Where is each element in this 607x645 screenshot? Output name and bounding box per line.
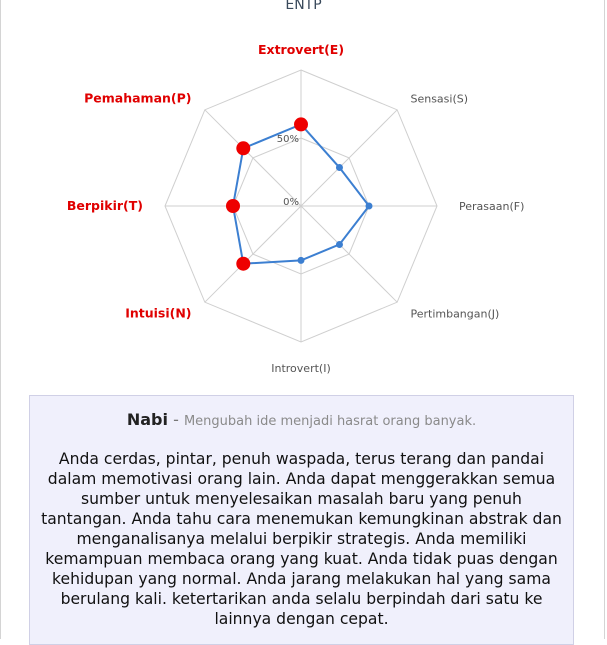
chart-title: ENTP <box>285 0 322 13</box>
radial-tick-label: 50% <box>276 134 299 145</box>
axis-spoke <box>205 206 301 302</box>
axis-spoke <box>205 110 301 206</box>
axis-spoke <box>301 110 397 206</box>
highlighted-data-point <box>236 257 250 271</box>
data-point <box>366 203 373 210</box>
highlighted-data-point <box>236 141 250 155</box>
personality-tagline: Mengubah ide menjadi hasrat orang banyak. <box>183 414 477 429</box>
data-point <box>336 241 343 248</box>
data-point <box>298 257 305 264</box>
data-point <box>336 164 343 171</box>
radial-tick-label: 0% <box>283 197 299 208</box>
highlighted-data-point <box>294 117 308 131</box>
axis-label: Sensasi(S) <box>410 92 469 106</box>
description-header <box>30 410 573 429</box>
axis-label: Intuisi(N) <box>125 305 192 321</box>
personality-name: Nabi <box>126 410 168 429</box>
axis-label: Pemahaman(P) <box>84 90 192 106</box>
description-text: Anda cerdas, pintar, penuh waspada, terus terang dan pandai dalam memotivasi orang lain. Anda dapat menggerakkan semua sumber untuk menyelesaikan masalah baru yang penuh tantangan. Anda tahu cara menemukan kemungkinan abstrak dan menganalisanya melalui berpikir strategis. Anda memiliki kemampuan membaca orang yang kuat. Anda tidak puas dengan kehidupan yang normal. Anda jarang melakukan hal yang sama berulang kali. ketertarikan anda selalu berpindah dari satu ke lainnya dengan cepat. <box>41 450 562 628</box>
header-separator: - <box>167 410 184 429</box>
axis-label: Perasaan(F) <box>459 200 525 213</box>
description-box <box>29 395 574 645</box>
axis-label: Berpikir(T) <box>66 198 143 213</box>
axis-label: Introvert(I) <box>271 362 331 375</box>
highlighted-data-point <box>226 199 240 213</box>
axis-label: Pertimbangan(J) <box>410 307 500 321</box>
axis-label: Extrovert(E) <box>257 42 345 57</box>
